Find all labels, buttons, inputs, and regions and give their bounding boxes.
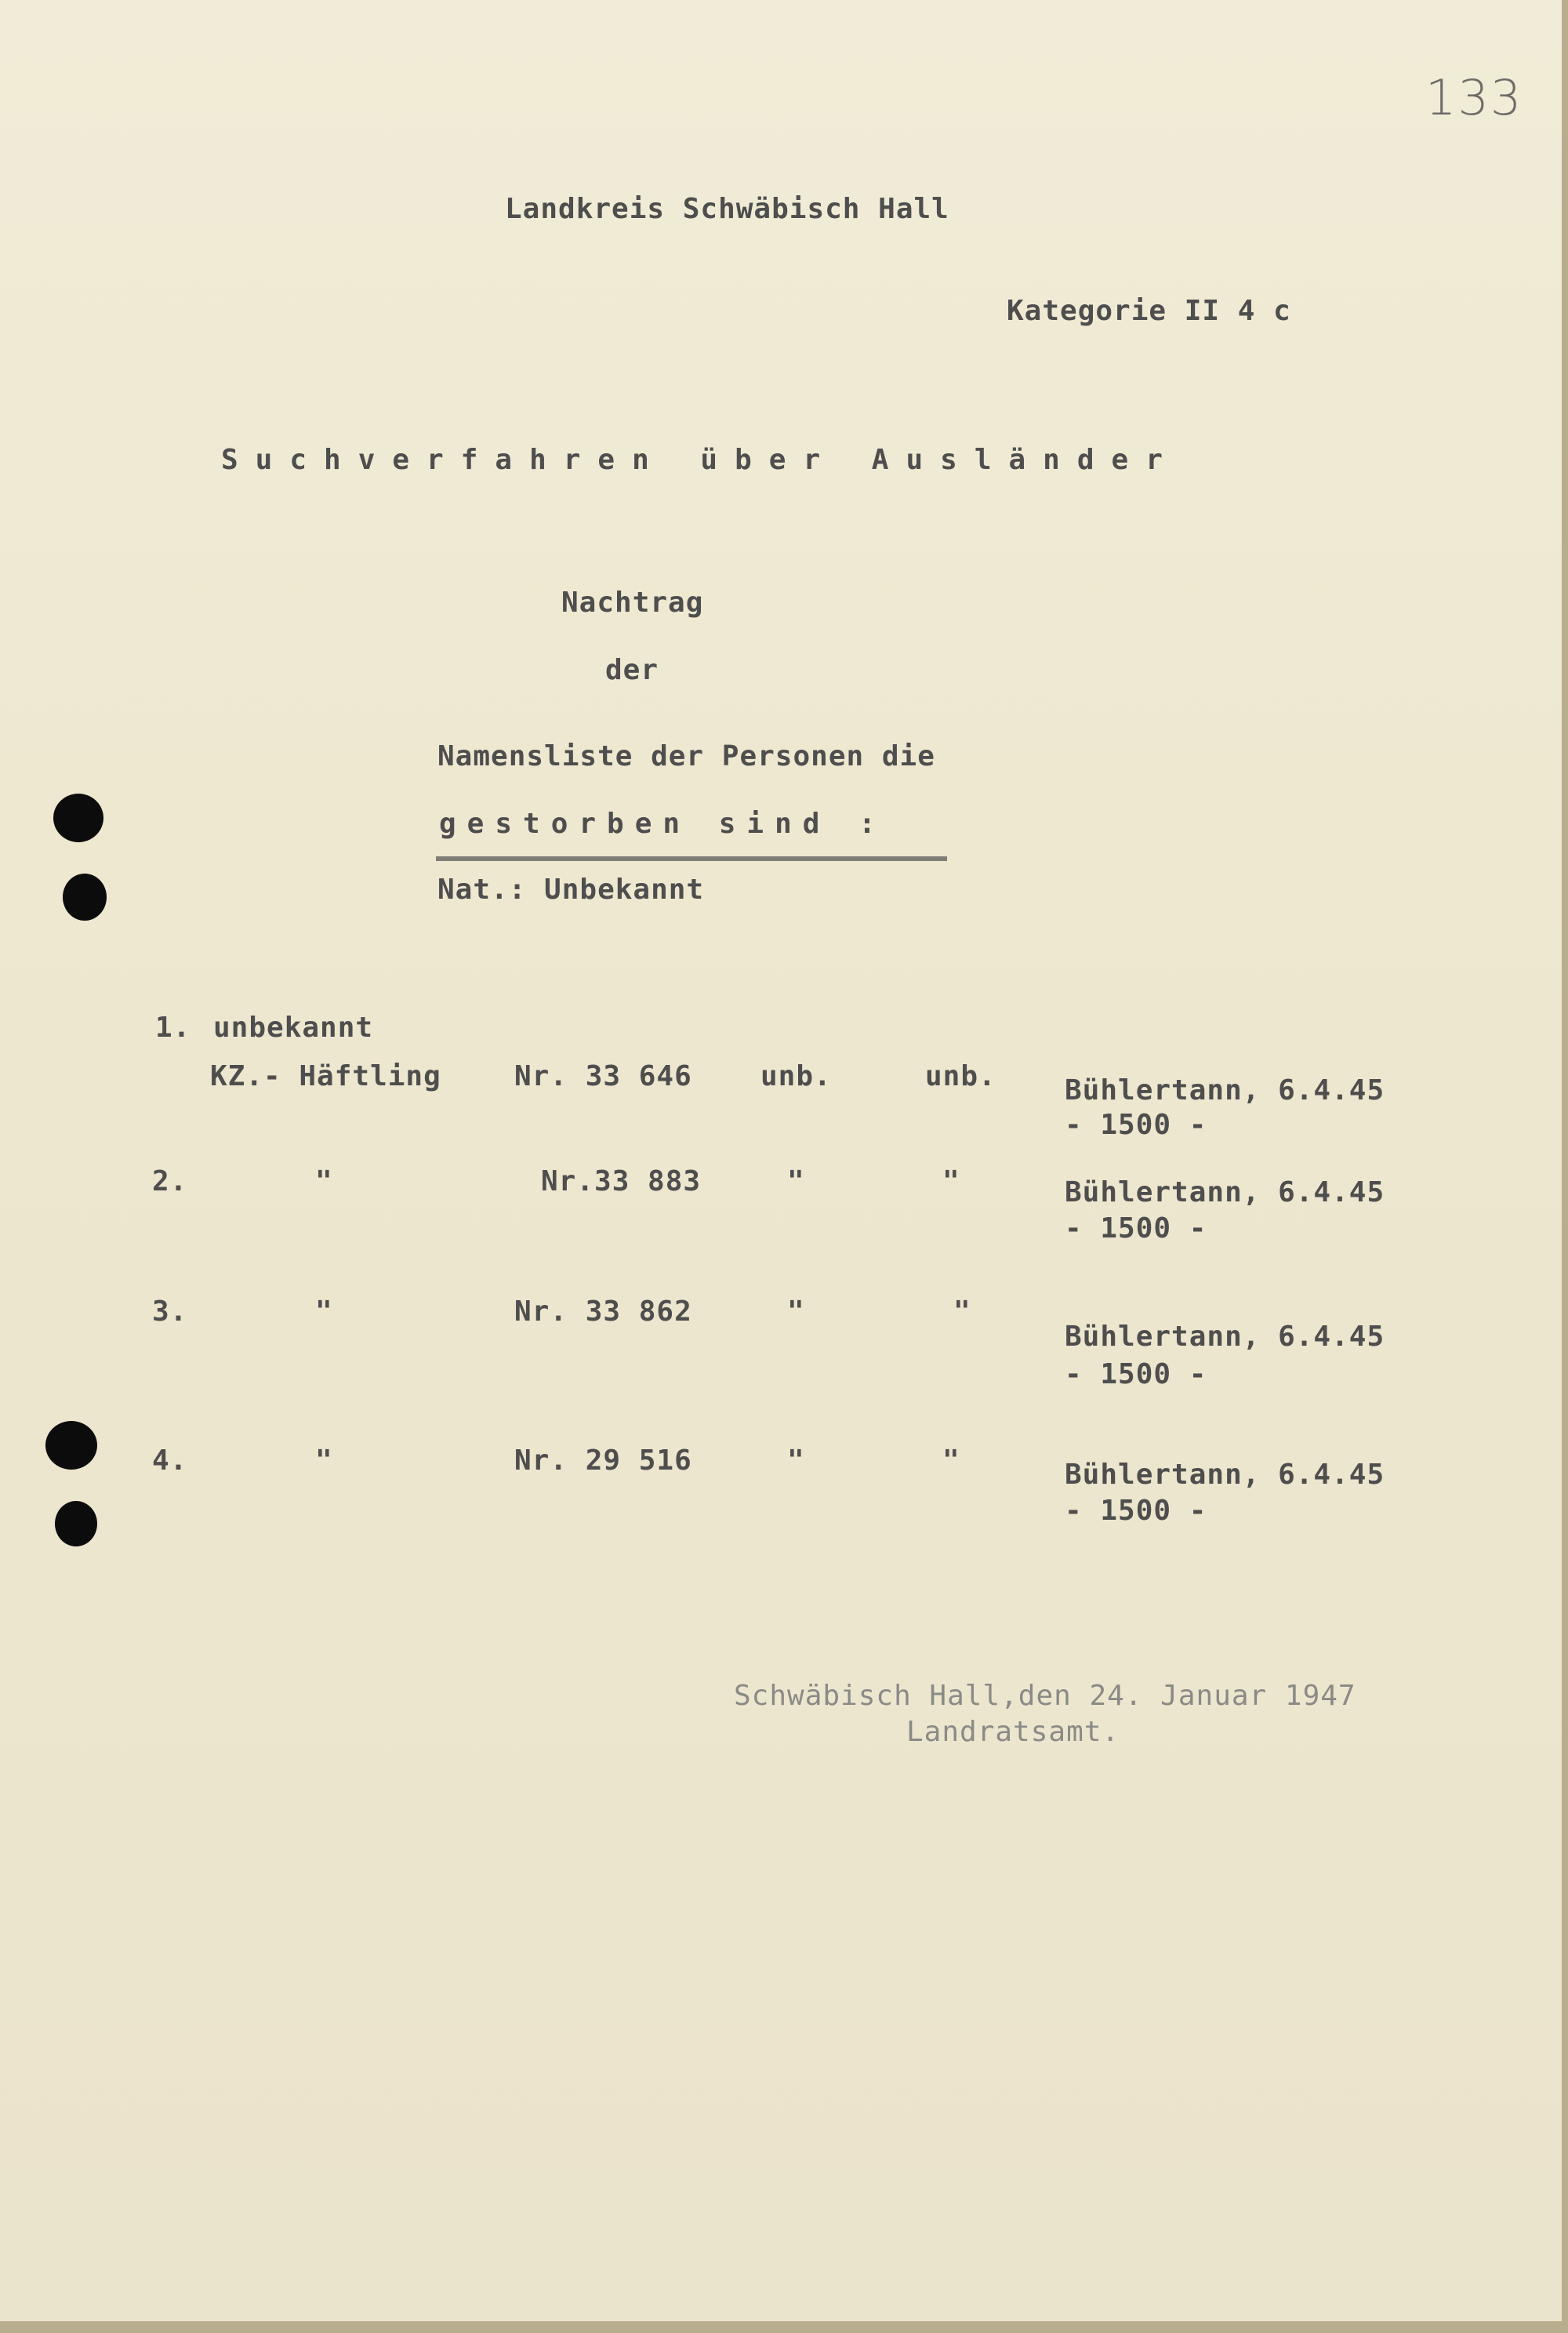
entry-col-b: " xyxy=(942,1165,960,1197)
document-heading: Suchverfahren über Ausländer xyxy=(221,444,1180,476)
entry-place-date: Bühlertann, 6.4.45 xyxy=(1065,1321,1385,1353)
entry-place-date: Bühlertann, 6.4.45 xyxy=(1065,1459,1385,1491)
subheading-line-2: der xyxy=(605,654,659,686)
entry-time: - 1500 - xyxy=(1065,1495,1207,1527)
entry-prisoner-number: Nr. 33 862 xyxy=(514,1296,692,1328)
punch-hole xyxy=(55,1501,97,1546)
heading-underline xyxy=(436,856,947,861)
entry-col-b: " xyxy=(953,1296,971,1328)
entry-number: 3. xyxy=(152,1296,188,1328)
nationality-label: Nat.: Unbekannt xyxy=(437,874,705,906)
punch-hole xyxy=(63,874,107,921)
entry-number: 1. xyxy=(155,1012,191,1044)
entry-place-date: Bühlertann, 6.4.45 xyxy=(1065,1176,1385,1208)
archive-number: 133 xyxy=(1425,69,1523,126)
entry-col-b: " xyxy=(942,1444,960,1477)
footer-place-date: Schwäbisch Hall,den 24. Januar 1947 xyxy=(734,1680,1356,1712)
footer-office: Landratsamt. xyxy=(906,1716,1120,1748)
entry-col-a: " xyxy=(787,1165,805,1197)
subheading-line-4: gestorben sind : xyxy=(439,808,887,840)
entry-time: - 1500 - xyxy=(1065,1212,1207,1245)
entry-col-a: " xyxy=(787,1444,805,1477)
punch-hole xyxy=(53,794,103,842)
entry-prisoner-number: Nr. 29 516 xyxy=(514,1444,692,1477)
entry-place-date: Bühlertann, 6.4.45 xyxy=(1065,1074,1385,1107)
entry-time: - 1500 - xyxy=(1065,1358,1207,1390)
paper-edge-bottom xyxy=(0,2321,1568,2333)
entry-prisoner-number: Nr.33 883 xyxy=(541,1165,702,1197)
entry-col-a: " xyxy=(787,1296,805,1328)
entry-status: KZ.- Häftling xyxy=(210,1060,441,1092)
punch-hole xyxy=(45,1421,97,1470)
entry-time: - 1500 - xyxy=(1065,1109,1207,1141)
entry-col-a: unb. xyxy=(760,1060,832,1092)
subheading-line-1: Nachtrag xyxy=(561,587,704,619)
entry-number: 2. xyxy=(152,1165,188,1197)
entry-col-b: unb. xyxy=(925,1060,996,1092)
entry-prisoner-number: Nr. 33 646 xyxy=(514,1060,692,1092)
entry-status: " xyxy=(315,1165,333,1197)
category-label: Kategorie II 4 c xyxy=(1007,295,1291,327)
entry-name: unbekannt xyxy=(213,1012,374,1044)
subheading-line-3: Namensliste der Personen die xyxy=(437,740,935,772)
paper-edge xyxy=(1562,0,1568,2333)
entry-status: " xyxy=(315,1444,333,1477)
district-title: Landkreis Schwäbisch Hall xyxy=(505,193,949,225)
entry-status: " xyxy=(315,1296,333,1328)
entry-number: 4. xyxy=(152,1444,188,1477)
